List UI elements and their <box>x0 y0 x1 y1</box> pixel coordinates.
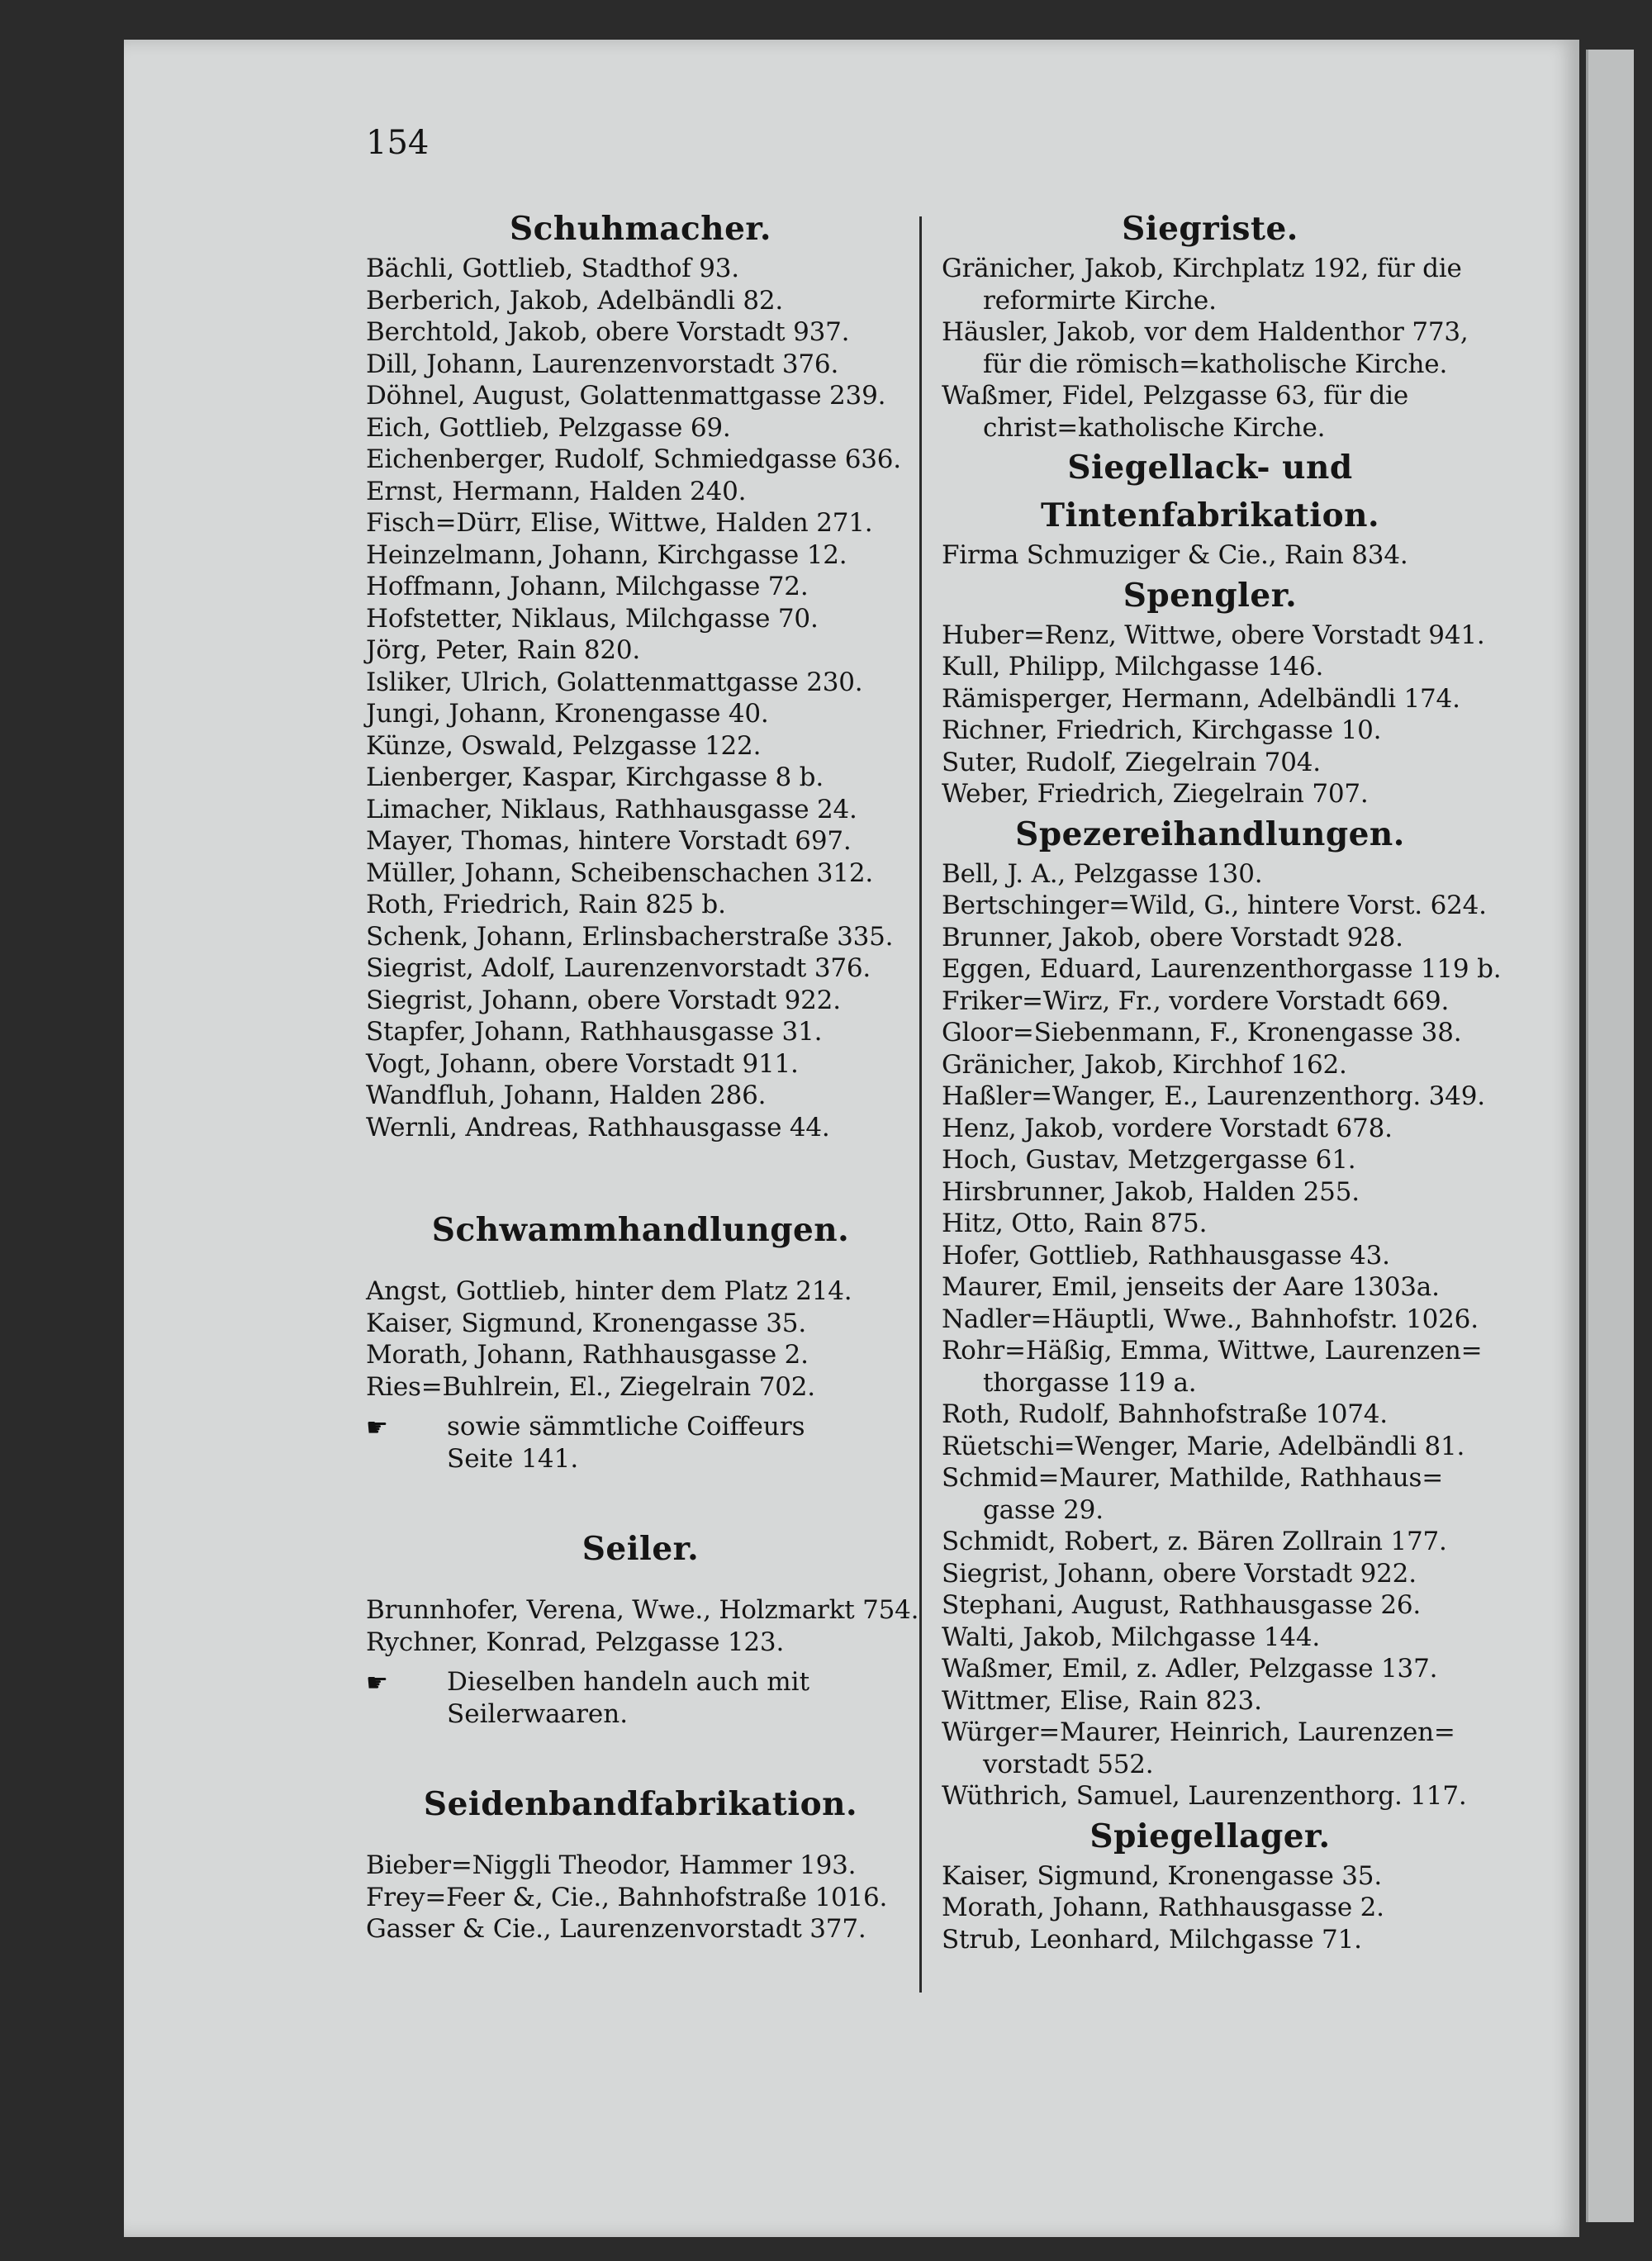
list-item: Berberich, Jakob, Adelbändli 82. <box>366 285 784 316</box>
list-item: Roth, Friedrich, Rain 825 b. <box>366 890 726 919</box>
entry-list-spiegellager <box>942 1860 1479 1956</box>
list-item: Ries=Buhlrein, El., Ziegelrain 702. <box>366 1371 815 1402</box>
list-item: Künze, Oswald, Pelzgasse 122. <box>366 730 762 761</box>
list-item: Siegrist, Adolf, Laurenzenvorstadt 376. <box>366 953 871 983</box>
list-item: Richner, Friedrich, Kirchgasse 10. <box>942 715 1382 745</box>
list-item: Hofstetter, Niklaus, Milchgasse 70. <box>366 603 819 634</box>
section-heading-schuhmacher: Schuhmacher. <box>510 210 771 248</box>
section-heading-siegellack: Siegellack- und Tintenfabrikation. <box>1040 449 1380 534</box>
list-item: Schmid=Maurer, Mathilde, Rathhaus= <box>942 1463 1443 1493</box>
entry-list-spezereihandlungen <box>942 858 1502 1812</box>
section-heading-spezereihandlungen: Spezereihandlungen. <box>1015 815 1405 853</box>
list-item: Brunner, Jakob, obere Vorstadt 928. <box>942 922 1403 952</box>
list-item: Wandfluh, Johann, Halden 286. <box>366 1081 767 1110</box>
list-item: Morath, Johann, Rathhausgasse 2. <box>942 1893 1384 1922</box>
entry-list-siegriste <box>942 253 1479 444</box>
page-number: 154 <box>366 124 430 162</box>
list-item: Vogt, Johann, obere Vorstadt 911. <box>366 1048 799 1079</box>
list-item: Schmidt, Robert, z. Bären Zollrain 177. <box>942 1527 1447 1556</box>
list-item-continuation: für die römisch=katholische Kirche. <box>983 349 1448 379</box>
list-item: Stephani, August, Rathhausgasse 26. <box>942 1590 1422 1620</box>
list-item: Hoffmann, Johann, Milchgasse 72. <box>366 572 809 601</box>
list-item: Wittmer, Elise, Rain 823. <box>942 1685 1262 1716</box>
list-item-continuation: vorstadt 552. <box>983 1749 1154 1779</box>
section-heading-seidenbandfabrikation: Seidenbandfabrikation. <box>423 1785 858 1823</box>
list-item: Gränicher, Jakob, Kirchhof 162. <box>942 1049 1347 1080</box>
list-item: Gränicher, Jakob, Kirchplatz 192, für die <box>942 254 1462 283</box>
right-column <box>942 205 1502 1955</box>
list-item: Jörg, Peter, Rain 820. <box>366 635 641 665</box>
note-line: sowie sämmtliche Coiffeurs <box>447 1412 805 1442</box>
list-item: Brunnhofer, Verena, Wwe., Holzmarkt 754. <box>366 1595 919 1625</box>
list-item: Angst, Gottlieb, hinter dem Platz 214. <box>366 1276 852 1306</box>
list-item: Roth, Rudolf, Bahnhofstraße 1074. <box>942 1399 1388 1429</box>
list-item: Morath, Johann, Rathhausgasse 2. <box>366 1340 809 1370</box>
pointing-hand-icon: ☛ <box>366 1413 388 1442</box>
entry-list-schuhmacher <box>366 253 915 1143</box>
list-item: Gloor=Siebenmann, F., Kronengasse 38. <box>942 1018 1462 1047</box>
list-item: Siegrist, Johann, obere Vorstadt 922. <box>366 985 841 1015</box>
list-item: Kaiser, Sigmund, Kronengasse 35. <box>366 1308 806 1338</box>
section-heading-siegriste: Siegriste. <box>1122 210 1298 248</box>
list-item: Ernst, Hermann, Halden 240. <box>366 476 747 506</box>
section-heading-schwammhandlungen: Schwammhandlungen. <box>431 1211 850 1249</box>
list-item: Haßler=Wanger, E., Laurenzenthorg. 349. <box>942 1081 1485 1111</box>
entry-list-spengler <box>942 620 1485 810</box>
next-page-edge <box>1586 50 1634 2222</box>
list-item: Hitz, Otto, Rain 875. <box>942 1209 1208 1238</box>
list-item: Strub, Leonhard, Milchgasse 71. <box>942 1924 1362 1955</box>
list-item: Huber=Renz, Wittwe, obere Vorstadt 941. <box>942 620 1485 650</box>
list-item: Schenk, Johann, Erlinsbacherstraße 335. <box>366 921 894 952</box>
list-item: Müller, Johann, Scheibenschachen 312. <box>366 857 873 888</box>
list-item: Wernli, Andreas, Rathhausgasse 44. <box>366 1112 830 1142</box>
list-item-continuation: reformirte Kirche. <box>983 285 1217 316</box>
list-item: Bächli, Gottlieb, Stadthof 93. <box>366 254 739 283</box>
list-item: Berchtold, Jakob, obere Vorstadt 937. <box>366 317 850 347</box>
list-item: Kaiser, Sigmund, Kronengasse 35. <box>942 1860 1382 1891</box>
list-item: Hoch, Gustav, Metzgergasse 61. <box>942 1145 1356 1175</box>
list-item: Rüetschi=Wenger, Marie, Adelbändli 81. <box>942 1431 1465 1461</box>
list-item: Eichenberger, Rudolf, Schmiedgasse 636. <box>366 444 901 474</box>
list-item: Limacher, Niklaus, Rathhausgasse 24. <box>366 794 857 824</box>
list-item: Isliker, Ulrich, Golattenmattgasse 230. <box>366 667 863 697</box>
list-item: Friker=Wirz, Fr., vordere Vorstadt 669. <box>942 986 1450 1016</box>
left-column <box>366 205 919 1945</box>
list-item: Bertschinger=Wild, G., hintere Vorst. 624. <box>942 891 1487 920</box>
list-item: Häusler, Jakob, vor dem Haldenthor 773, <box>942 317 1469 347</box>
list-item: Heinzelmann, Johann, Kirchgasse 12. <box>366 539 847 570</box>
list-item: Döhnel, August, Golattenmattgasse 239. <box>366 381 886 411</box>
list-item: Stapfer, Johann, Rathhausgasse 31. <box>366 1017 823 1047</box>
list-item: Rychner, Konrad, Pelzgasse 123. <box>366 1627 785 1657</box>
list-item: Rohr=Häßig, Emma, Wittwe, Laurenzen= <box>942 1336 1483 1366</box>
list-item: Hofer, Gottlieb, Rathhausgasse 43. <box>942 1240 1390 1271</box>
list-item: Maurer, Emil, jenseits der Aare 1303a. <box>942 1272 1440 1302</box>
list-item: Suter, Rudolf, Ziegelrain 704. <box>942 747 1321 777</box>
list-item: Henz, Jakob, vordere Vorstadt 678. <box>942 1113 1393 1143</box>
entry-list-seiler <box>366 1594 919 1658</box>
list-item: Eich, Gottlieb, Pelzgasse 69. <box>366 412 731 443</box>
entry-list-seidenbandfabrikation <box>366 1850 915 1945</box>
list-item: Dill, Johann, Laurenzenvorstadt 376. <box>366 349 839 379</box>
list-item-continuation: gasse 29. <box>983 1494 1104 1525</box>
list-item: Wüthrich, Samuel, Laurenzenthorg. 117. <box>942 1781 1467 1811</box>
note-line: Dieselben handeln auch mit <box>447 1667 810 1697</box>
list-item-continuation: christ=katholische Kirche. <box>983 412 1326 443</box>
list-item: Lienberger, Kaspar, Kirchgasse 8 b. <box>366 762 824 792</box>
list-item: Siegrist, Johann, obere Vorstadt 922. <box>942 1558 1417 1589</box>
list-item: Nadler=Häuptli, Wwe., Bahnhofstr. 1026. <box>942 1304 1479 1334</box>
list-item: Mayer, Thomas, hintere Vorstadt 697. <box>366 826 852 856</box>
list-item: Hirsbrunner, Jakob, Halden 255. <box>942 1176 1360 1207</box>
section-heading-seiler: Seiler. <box>582 1530 700 1568</box>
pointing-hand-icon: ☛ <box>366 1669 388 1698</box>
list-item: Weber, Friedrich, Ziegelrain 707. <box>942 779 1369 809</box>
list-item: Firma Schmuziger & Cie., Rain 834. <box>942 540 1408 570</box>
list-item: Frey=Feer &, Cie., Bahnhofstraße 1016. <box>366 1882 888 1912</box>
list-item: Waßmer, Fidel, Pelzgasse 63, für die <box>942 381 1409 411</box>
list-item: Jungi, Johann, Kronengasse 40. <box>366 699 769 729</box>
note-coiffeurs <box>366 1411 915 1475</box>
list-item: Bieber=Niggli Theodor, Hammer 193. <box>366 1850 857 1880</box>
list-item: Walti, Jakob, Milchgasse 144. <box>942 1622 1321 1652</box>
list-item: Waßmer, Emil, z. Adler, Pelzgasse 137. <box>942 1654 1438 1684</box>
list-item: Fisch=Dürr, Elise, Wittwe, Halden 271. <box>366 508 873 538</box>
list-item: Bell, J. A., Pelzgasse 130. <box>942 858 1263 889</box>
list-item: Eggen, Eduard, Laurenzenthorgasse 119 b. <box>942 954 1502 984</box>
section-heading-spengler: Spengler. <box>1123 576 1298 615</box>
note-seilerwaaren <box>366 1666 915 1731</box>
section-heading-spiegellager: Spiegellager. <box>1089 1817 1331 1855</box>
list-item-continuation: thorgasse 119 a. <box>983 1367 1197 1398</box>
note-line: Seilerwaaren. <box>447 1699 629 1729</box>
entry-list-siegellack <box>942 539 1479 572</box>
list-item: Rämisperger, Hermann, Adelbändli 174. <box>942 683 1460 714</box>
list-item: Gasser & Cie., Laurenzenvorstadt 377. <box>366 1914 866 1944</box>
column-divider <box>919 216 922 1993</box>
list-item: Würger=Maurer, Heinrich, Laurenzen= <box>942 1717 1455 1747</box>
note-line: Seite 141. <box>447 1444 579 1474</box>
entry-list-schwammhandlungen <box>366 1275 915 1403</box>
list-item: Kull, Philipp, Milchgasse 146. <box>942 652 1324 682</box>
